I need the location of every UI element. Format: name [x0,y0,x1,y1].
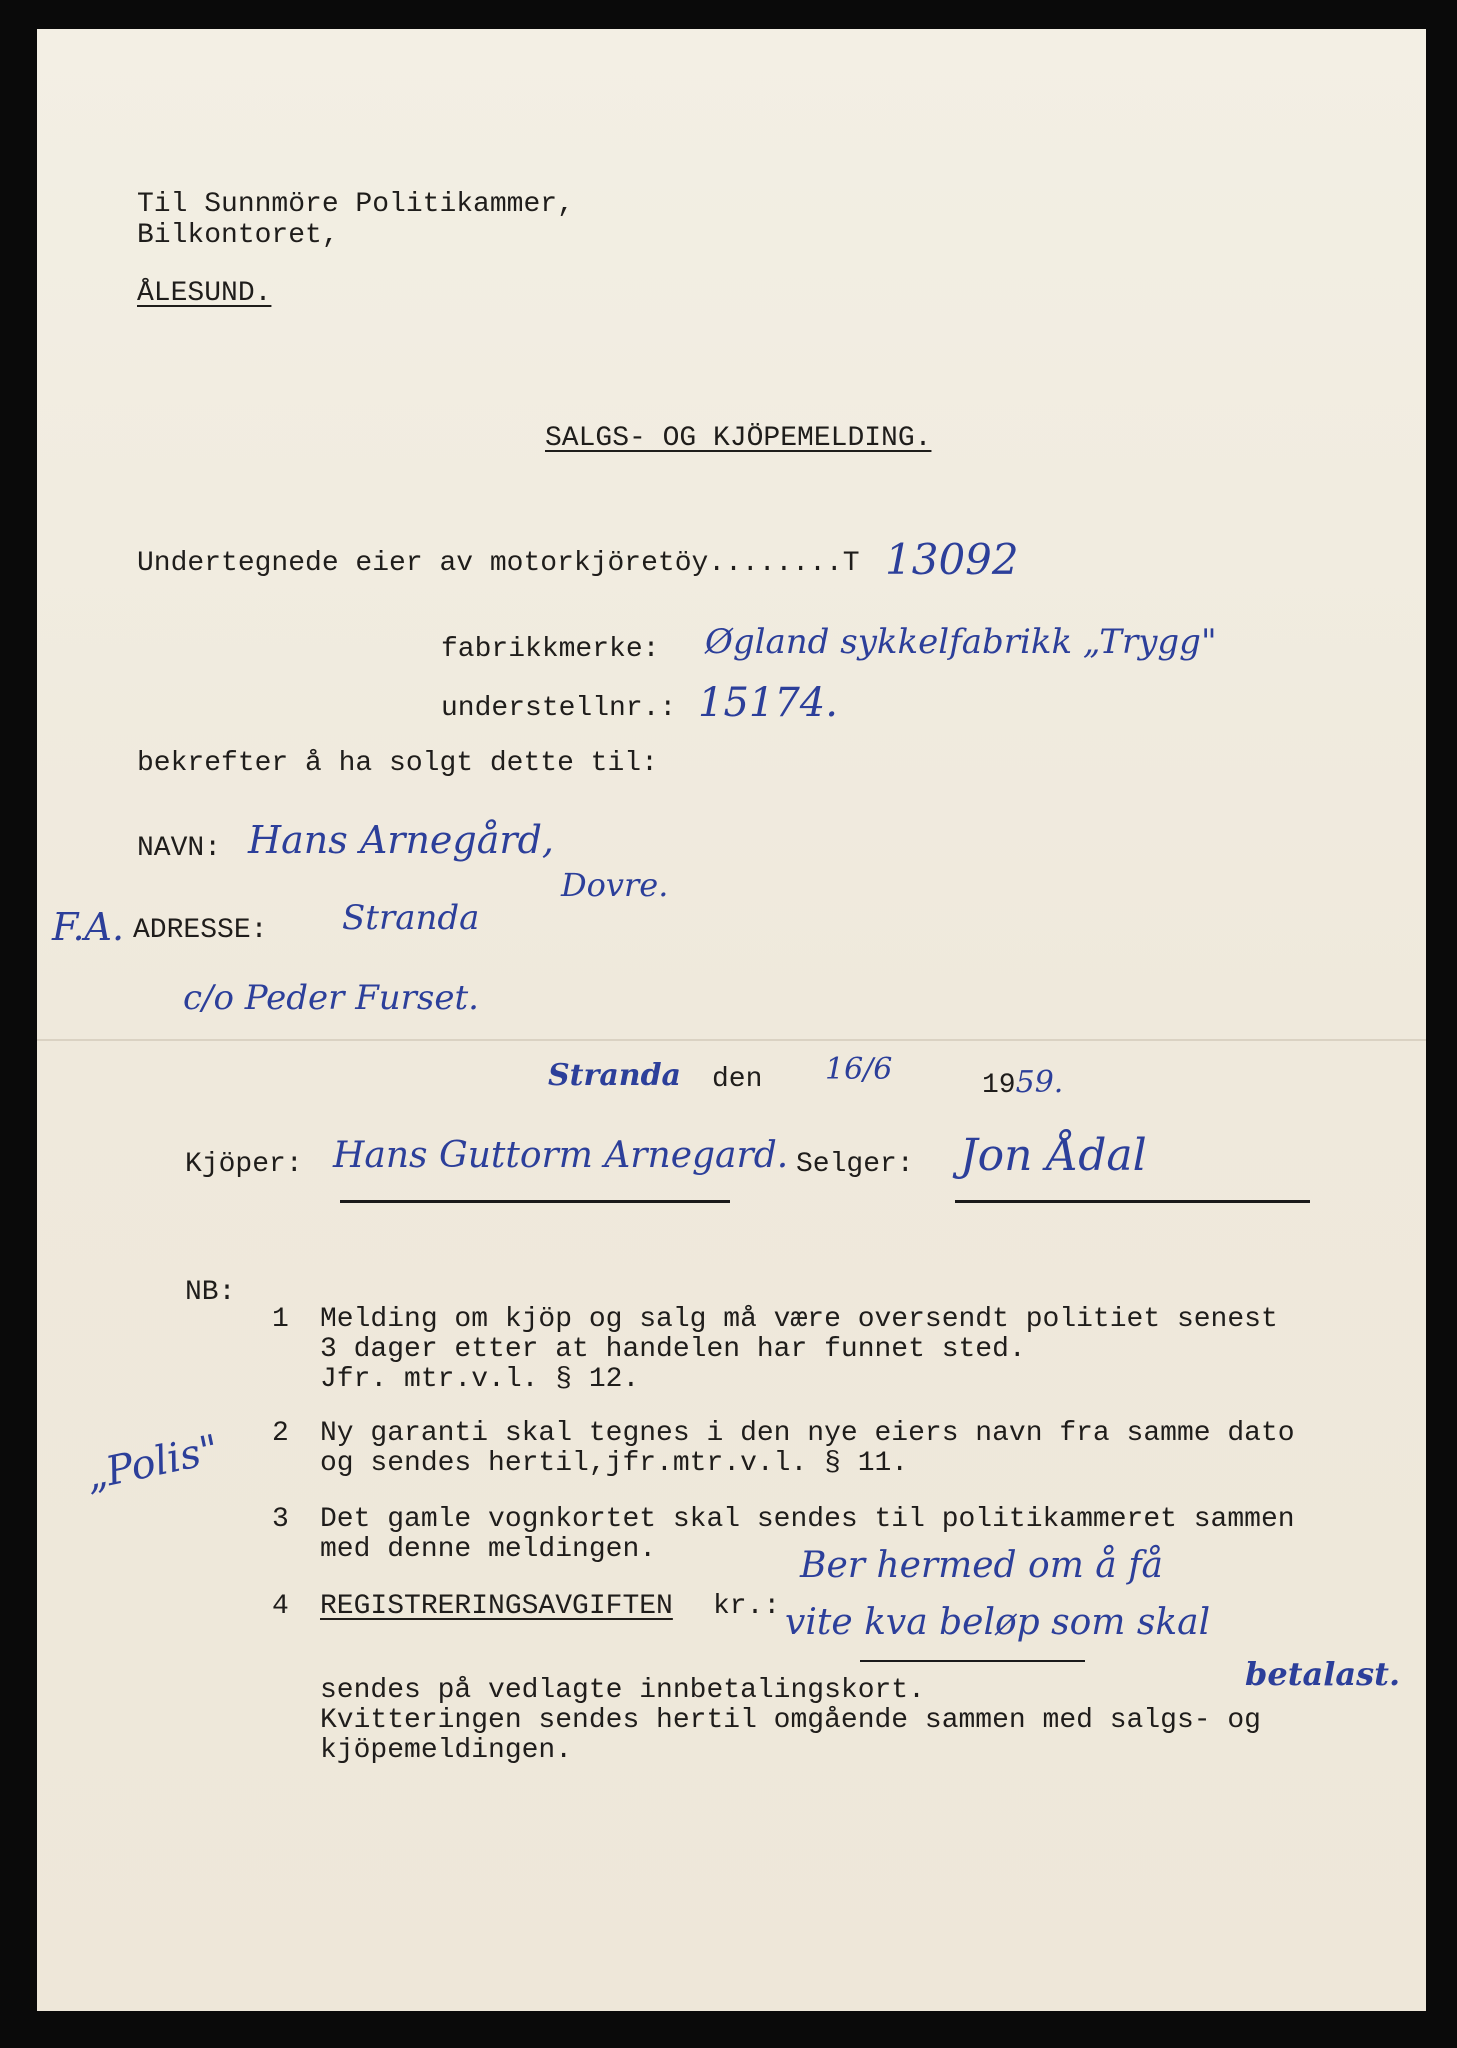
nb-item-line: Det gamle vognkortet skal sendes til politikammeret sammen [320,1504,1295,1535]
nb-item-line: Ny garanti skal tegnes i den nye eiers navn fra samme dato [320,1418,1295,1449]
nb-item-line: 3 dager etter at handelen har funnet sted. [320,1334,1026,1365]
date-den: den [712,1064,763,1095]
reg-number: 13092 [885,535,1019,584]
make-label: fabrikkmerke: [441,634,660,665]
name-value: Hans Arnegård, [248,818,554,862]
fold-line [37,1039,1426,1041]
chassis-label: understellnr.: [441,693,677,724]
nb-label: NB: [185,1277,236,1308]
date-year [982,1065,1063,1101]
nb-item-line: Jfr. mtr.v.l. § 12. [320,1364,640,1395]
address-value: Stranda [342,898,480,938]
confirm-label: bekrefter å ha solgt dette til: [137,748,658,779]
seller-label: Selger: [796,1149,914,1180]
address-value-co: c/o Peder Furset. [183,978,479,1018]
registration-fee-label: REGISTRERINGSAVGIFTEN [320,1591,673,1622]
nb-item-number: 3 [272,1504,289,1535]
nb-item-number: 4 [272,1591,289,1622]
name-value-place: Dovre. [561,866,669,904]
date-year-hand: 59. [1015,1065,1064,1100]
hand-note-line: vite kva beløp som skal [785,1602,1211,1643]
nb-item-line: og sendes hertil,jfr.mtr.v.l. § 11. [320,1448,909,1479]
date-place: Stranda [548,1058,681,1093]
footer-line: kjöpemeldingen. [320,1735,573,1766]
recipient-line2: Bilkontoret, [137,220,339,251]
nb-item-line: med denne meldingen. [320,1534,657,1565]
date-year-typed: 19 [982,1070,1016,1101]
nb-item-number: 1 [272,1304,289,1335]
fa-note: F.A. [52,905,125,949]
address-label: ADRESSE: [133,915,268,946]
nb-item-line: Melding om kjöp og salg må være oversendt politiet senest [320,1304,1278,1335]
footer-line: Kvitteringen sendes hertil omgående sammen med salgs- og [320,1705,1261,1736]
recipient-line1: Til Sunnmöre Politikammer, [137,189,574,220]
chassis-value: 15174. [698,680,838,726]
seller-signature: Jon Ådal [960,1130,1147,1181]
kr-label: kr.: [713,1591,781,1622]
page-title: SALGS- OG KJÖPEMELDING. [545,423,932,454]
name-label: NAVN: [137,833,222,864]
margin-note: „Polis" [81,1426,223,1500]
buyer-signature-line [340,1200,730,1203]
footer-line: sendes på vedlagte innbetalingskort. [320,1675,925,1706]
make-value: Øgland sykkelfabrikk „Trygg" [705,622,1217,662]
amount-line [860,1660,1085,1662]
hand-note-line: Ber hermed om å få [800,1545,1163,1586]
hand-note-line: betalast. [1245,1655,1401,1693]
buyer-signature: Hans Guttorm Arnegard. [333,1135,789,1176]
recipient-city: ÅLESUND. [137,278,272,309]
owner-label: Undertegnede eier av motorkjöretöy........T [137,548,860,579]
date-day-month: 16/6 [825,1052,893,1087]
seller-signature-line [955,1200,1310,1203]
nb-item-number: 2 [272,1418,289,1449]
buyer-label: Kjöper: [185,1149,303,1180]
